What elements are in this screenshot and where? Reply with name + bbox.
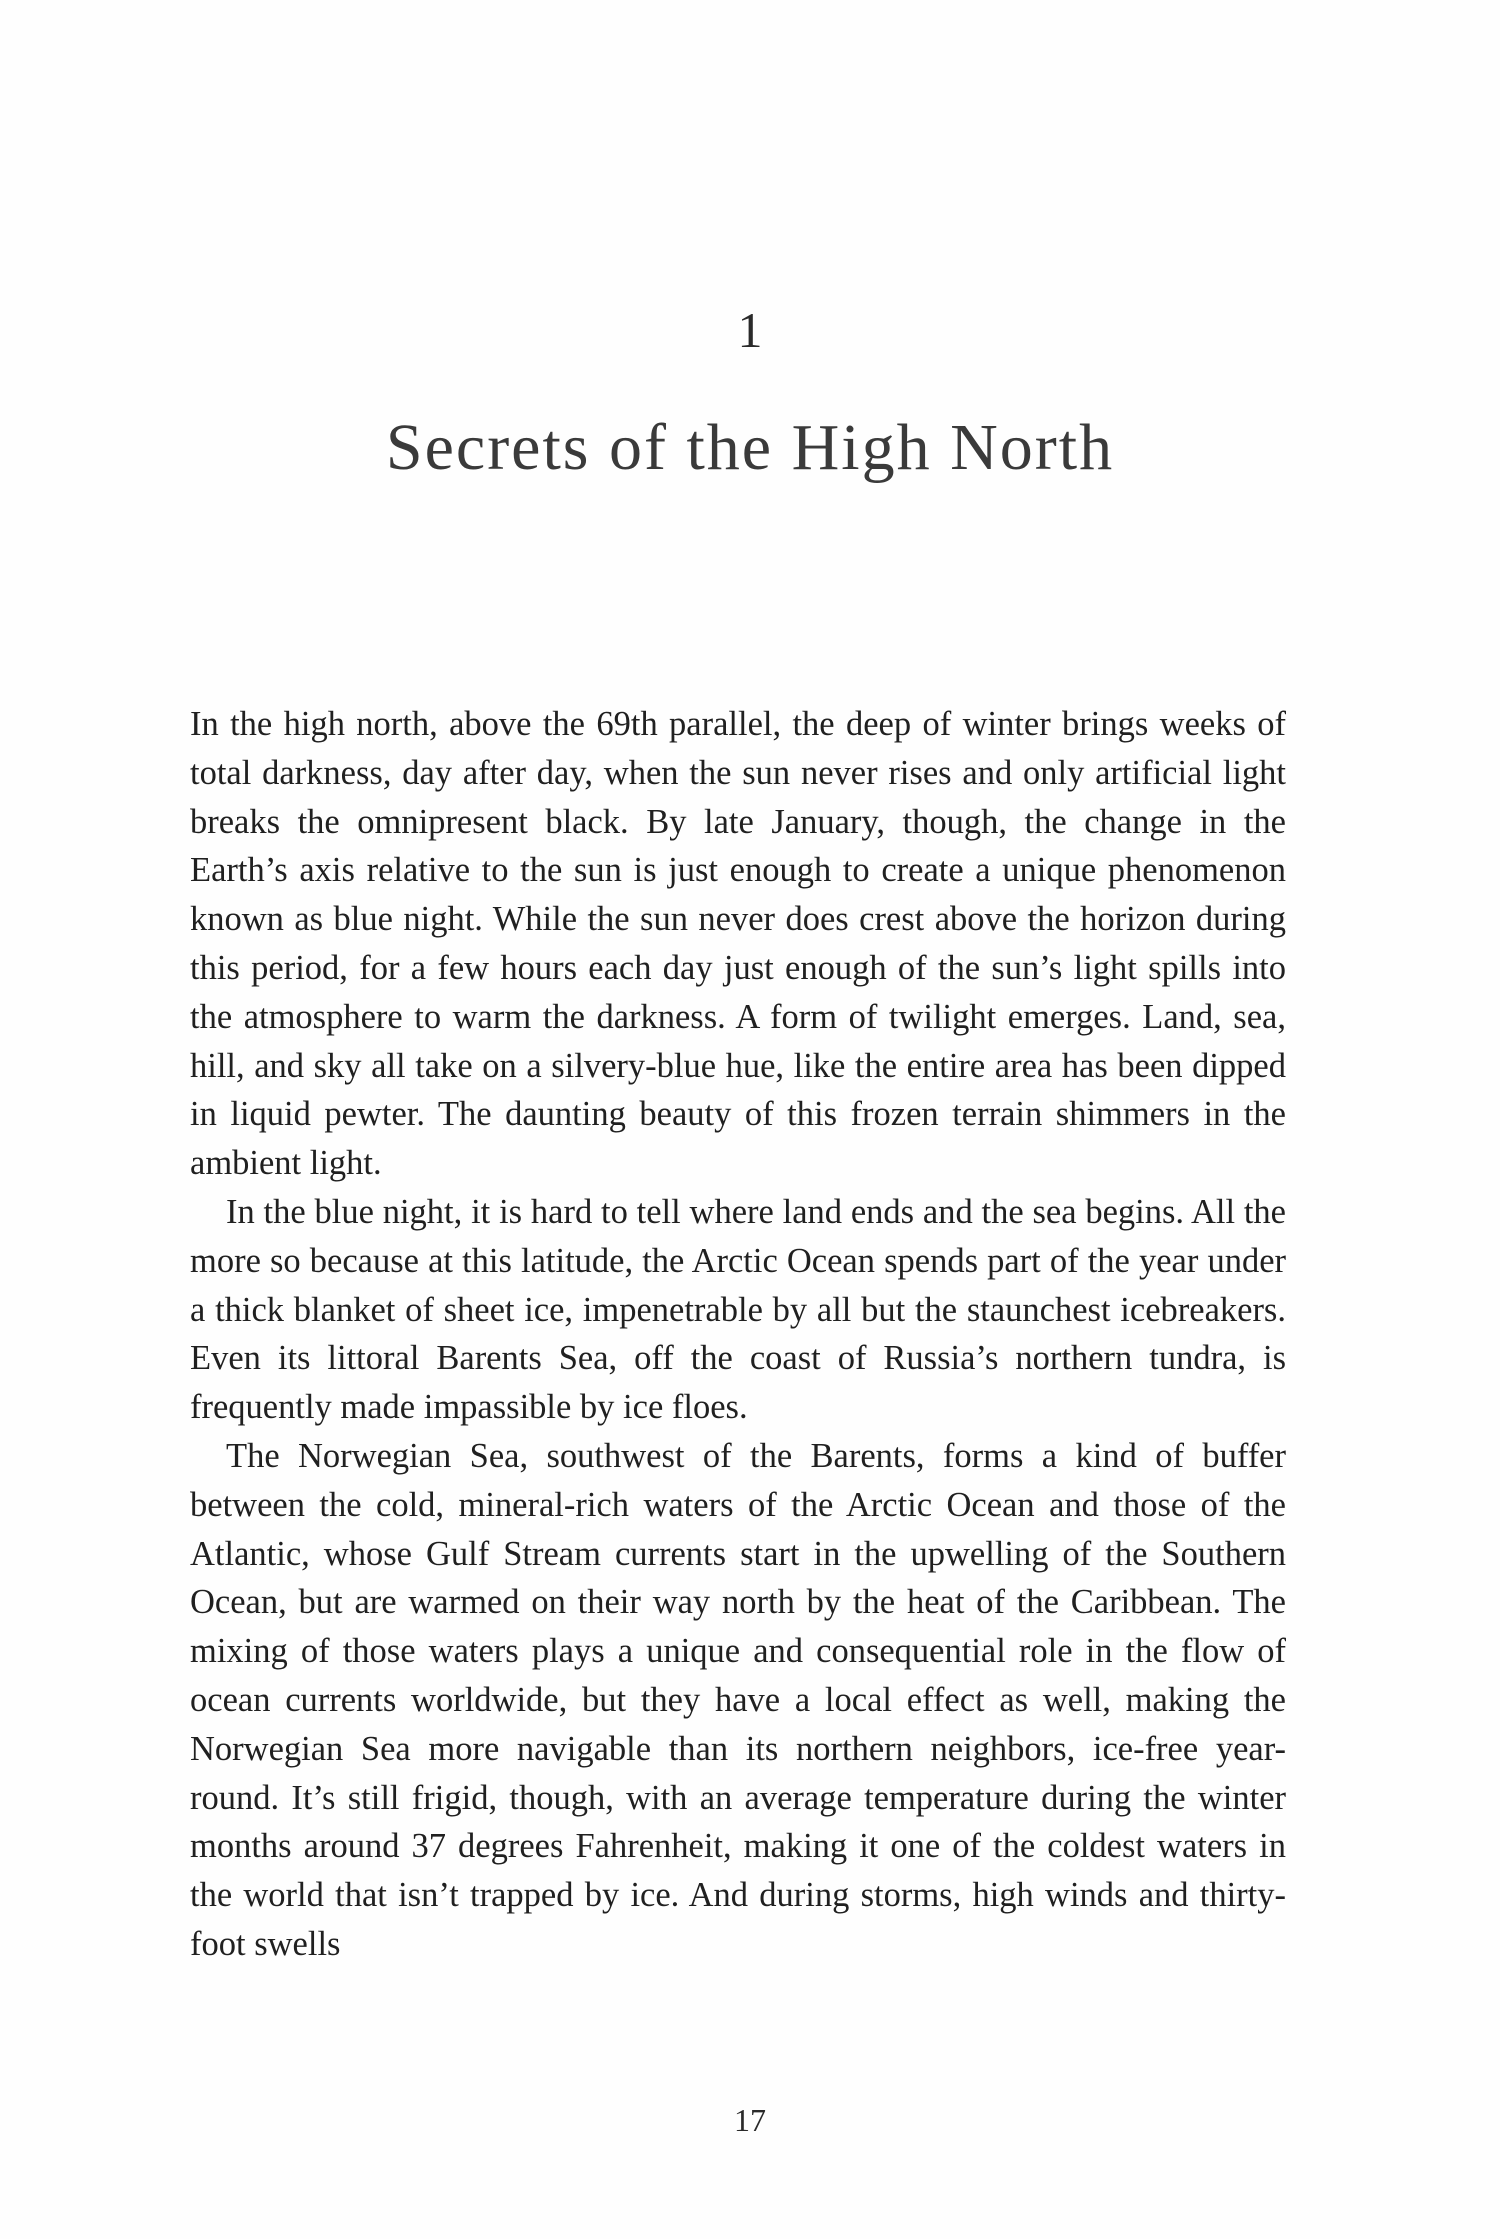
paragraph-3: The Norwegian Sea, southwest of the Barents, forms a kind of buffer between the cold, mineral-rich waters of the Arctic Ocean and those of the Atlantic, whose Gulf Stream currents start in the upwelling of the Southern Ocean, but are warmed on their way north by the heat of the Caribbean. The mixing of those waters plays a unique and consequential role in the flow of ocean currents worldwide, but they have a local effect as well, making the Norwegian Sea more navigable than its northern neighbors, ice-free year-round. It’s still frigid, though, with an average temperature during the winter months around 37 degrees Fahrenheit, making it one of the coldest waters in the world that isn’t trapped by ice. And during storms, high winds and thirty-foot swells [190, 1436, 1286, 1963]
chapter-number: 1 [737, 302, 763, 358]
paragraph-1: In the high north, above the 69th parallel, the deep of winter brings weeks of total darkness, day after day, when the sun never rises and only artificial light breaks the omnipresent black. By late January, though, the change in the Earth’s axis relative to the sun is just enough to create a unique phenomenon known as blue night. While the sun never does crest above the horizon during this period, for a few hours each day just enough of the sun’s light spills into the atmosphere to warm the darkness. A form of twilight emerges. Land, sea, hill, and sky all take on a silvery-blue hue, like the entire area has been dipped in liquid pewter. The daunting beauty of this frozen terrain shimmers in the ambient light. [190, 705, 1286, 1183]
chapter-title: Secrets of the High North [385, 411, 1115, 484]
chapter-body [190, 700, 1286, 1969]
paragraph-2: In the blue night, it is hard to tell where land ends and the sea begins. All the more so because at this latitude, the Arctic Ocean spends part of the year under a thick blanket of sheet ice, impenetrable by all but the staunchest icebreakers. Even its littoral Barents Sea, off the coast of Russia’s northern tundra, is frequently made impassible by ice floes. [190, 1192, 1286, 1427]
page-number: 17 [734, 2102, 766, 2138]
